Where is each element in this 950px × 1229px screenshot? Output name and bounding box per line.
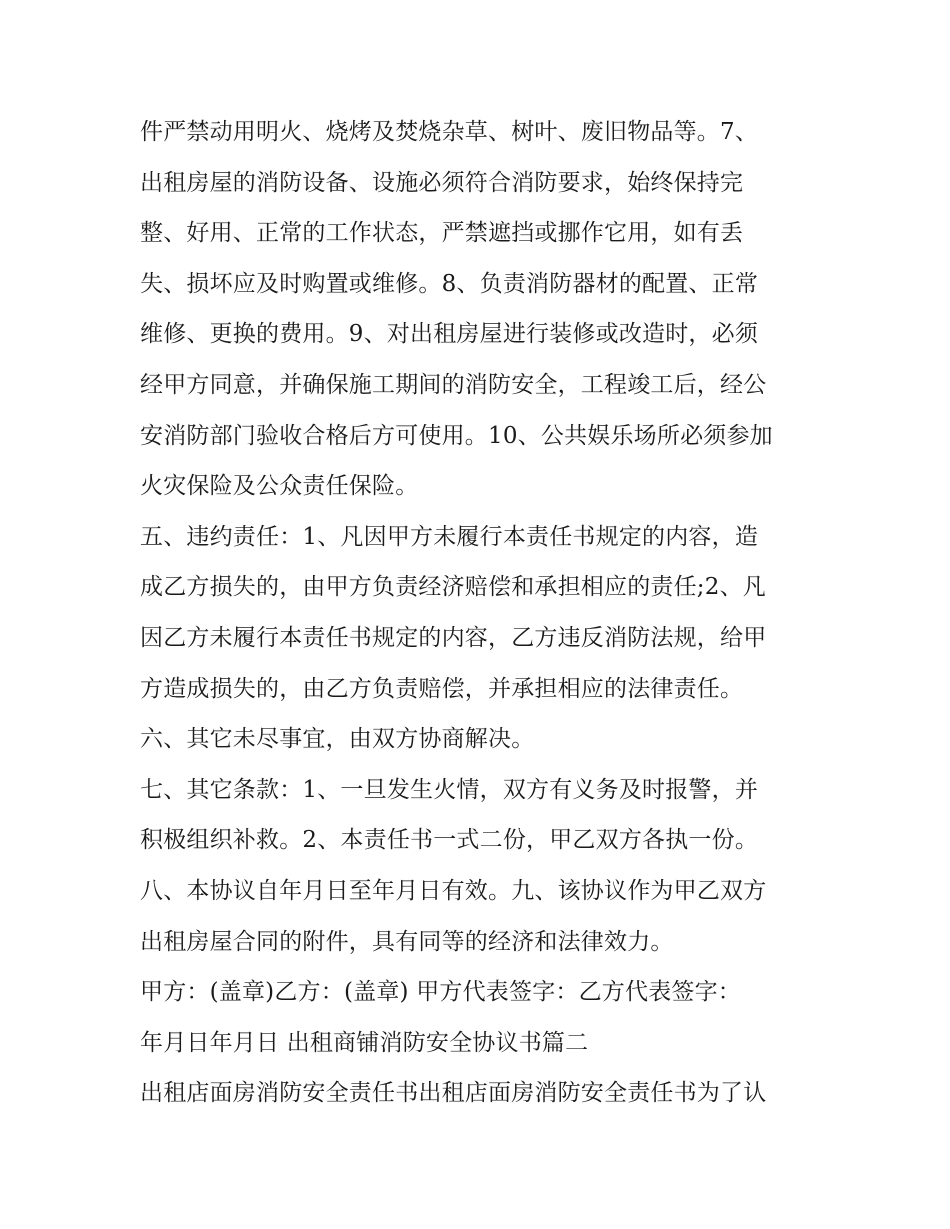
text-line: 出租店面房消防安全责任书出租店面房消防安全责任书为了认 bbox=[140, 1080, 767, 1107]
section-six-line: 六、其它未尽事宜，由双方协商解决。 bbox=[140, 726, 535, 753]
signature-line: 甲方：(盖章)乙方：(盖章) 甲方代表签字：乙方代表签字： bbox=[140, 979, 742, 1006]
text-line: 失、损坏应及时购置或维修。8、负责消防器材的配置、正常 bbox=[140, 270, 759, 297]
text-line: 整、好用、正常的工作状态，严禁遮挡或挪作它用，如有丢 bbox=[140, 220, 744, 247]
text-line: 件严禁动用明火、烧烤及焚烧杂草、树叶、废旧物品等。7、 bbox=[140, 119, 759, 145]
date-heading-line: 年月日年月日 出租商铺消防安全协议书篇二 bbox=[140, 1029, 589, 1056]
text-line: 出租房屋合同的附件，具有同等的经济和法律效力。 bbox=[140, 928, 674, 955]
text-line: 出租房屋的消防设备、设施必须符合消防要求，始终保持完 bbox=[140, 169, 744, 196]
section-five-line: 五、违约责任：1、凡因甲方未履行本责任书规定的内容，造 bbox=[140, 523, 759, 550]
section-seven-line: 七、其它条款：1、一旦发生火情，双方有义务及时报警，并 bbox=[140, 776, 759, 803]
text-line: 火灾保险及公众责任保险。 bbox=[140, 473, 419, 500]
text-line: 维修、更换的费用。9、对出租房屋进行装修或改造时，必须 bbox=[140, 321, 759, 348]
text-line: 方造成损失的，由乙方负责赔偿，并承担相应的法律责任。 bbox=[140, 675, 744, 702]
text-line: 经甲方同意，并确保施工期间的消防安全，工程竣工后，经公 bbox=[140, 371, 767, 398]
text-line: 积极组织补救。2、本责任书一式二份，甲乙双方各执一份。 bbox=[140, 827, 759, 854]
section-eight-line: 八、本协议自年月日至年月日有效。九、该协议作为甲乙双方 bbox=[140, 877, 767, 904]
text-line: 成乙方损失的，由甲方负责经济赔偿和承担相应的责任;2、凡 bbox=[140, 574, 766, 601]
body-text bbox=[140, 107, 820, 1119]
text-line: 因乙方未履行本责任书规定的内容，乙方违反消防法规，给甲 bbox=[140, 624, 767, 651]
text-line: 安消防部门验收合格后方可使用。10、公共娱乐场所必须参加 bbox=[140, 422, 773, 449]
